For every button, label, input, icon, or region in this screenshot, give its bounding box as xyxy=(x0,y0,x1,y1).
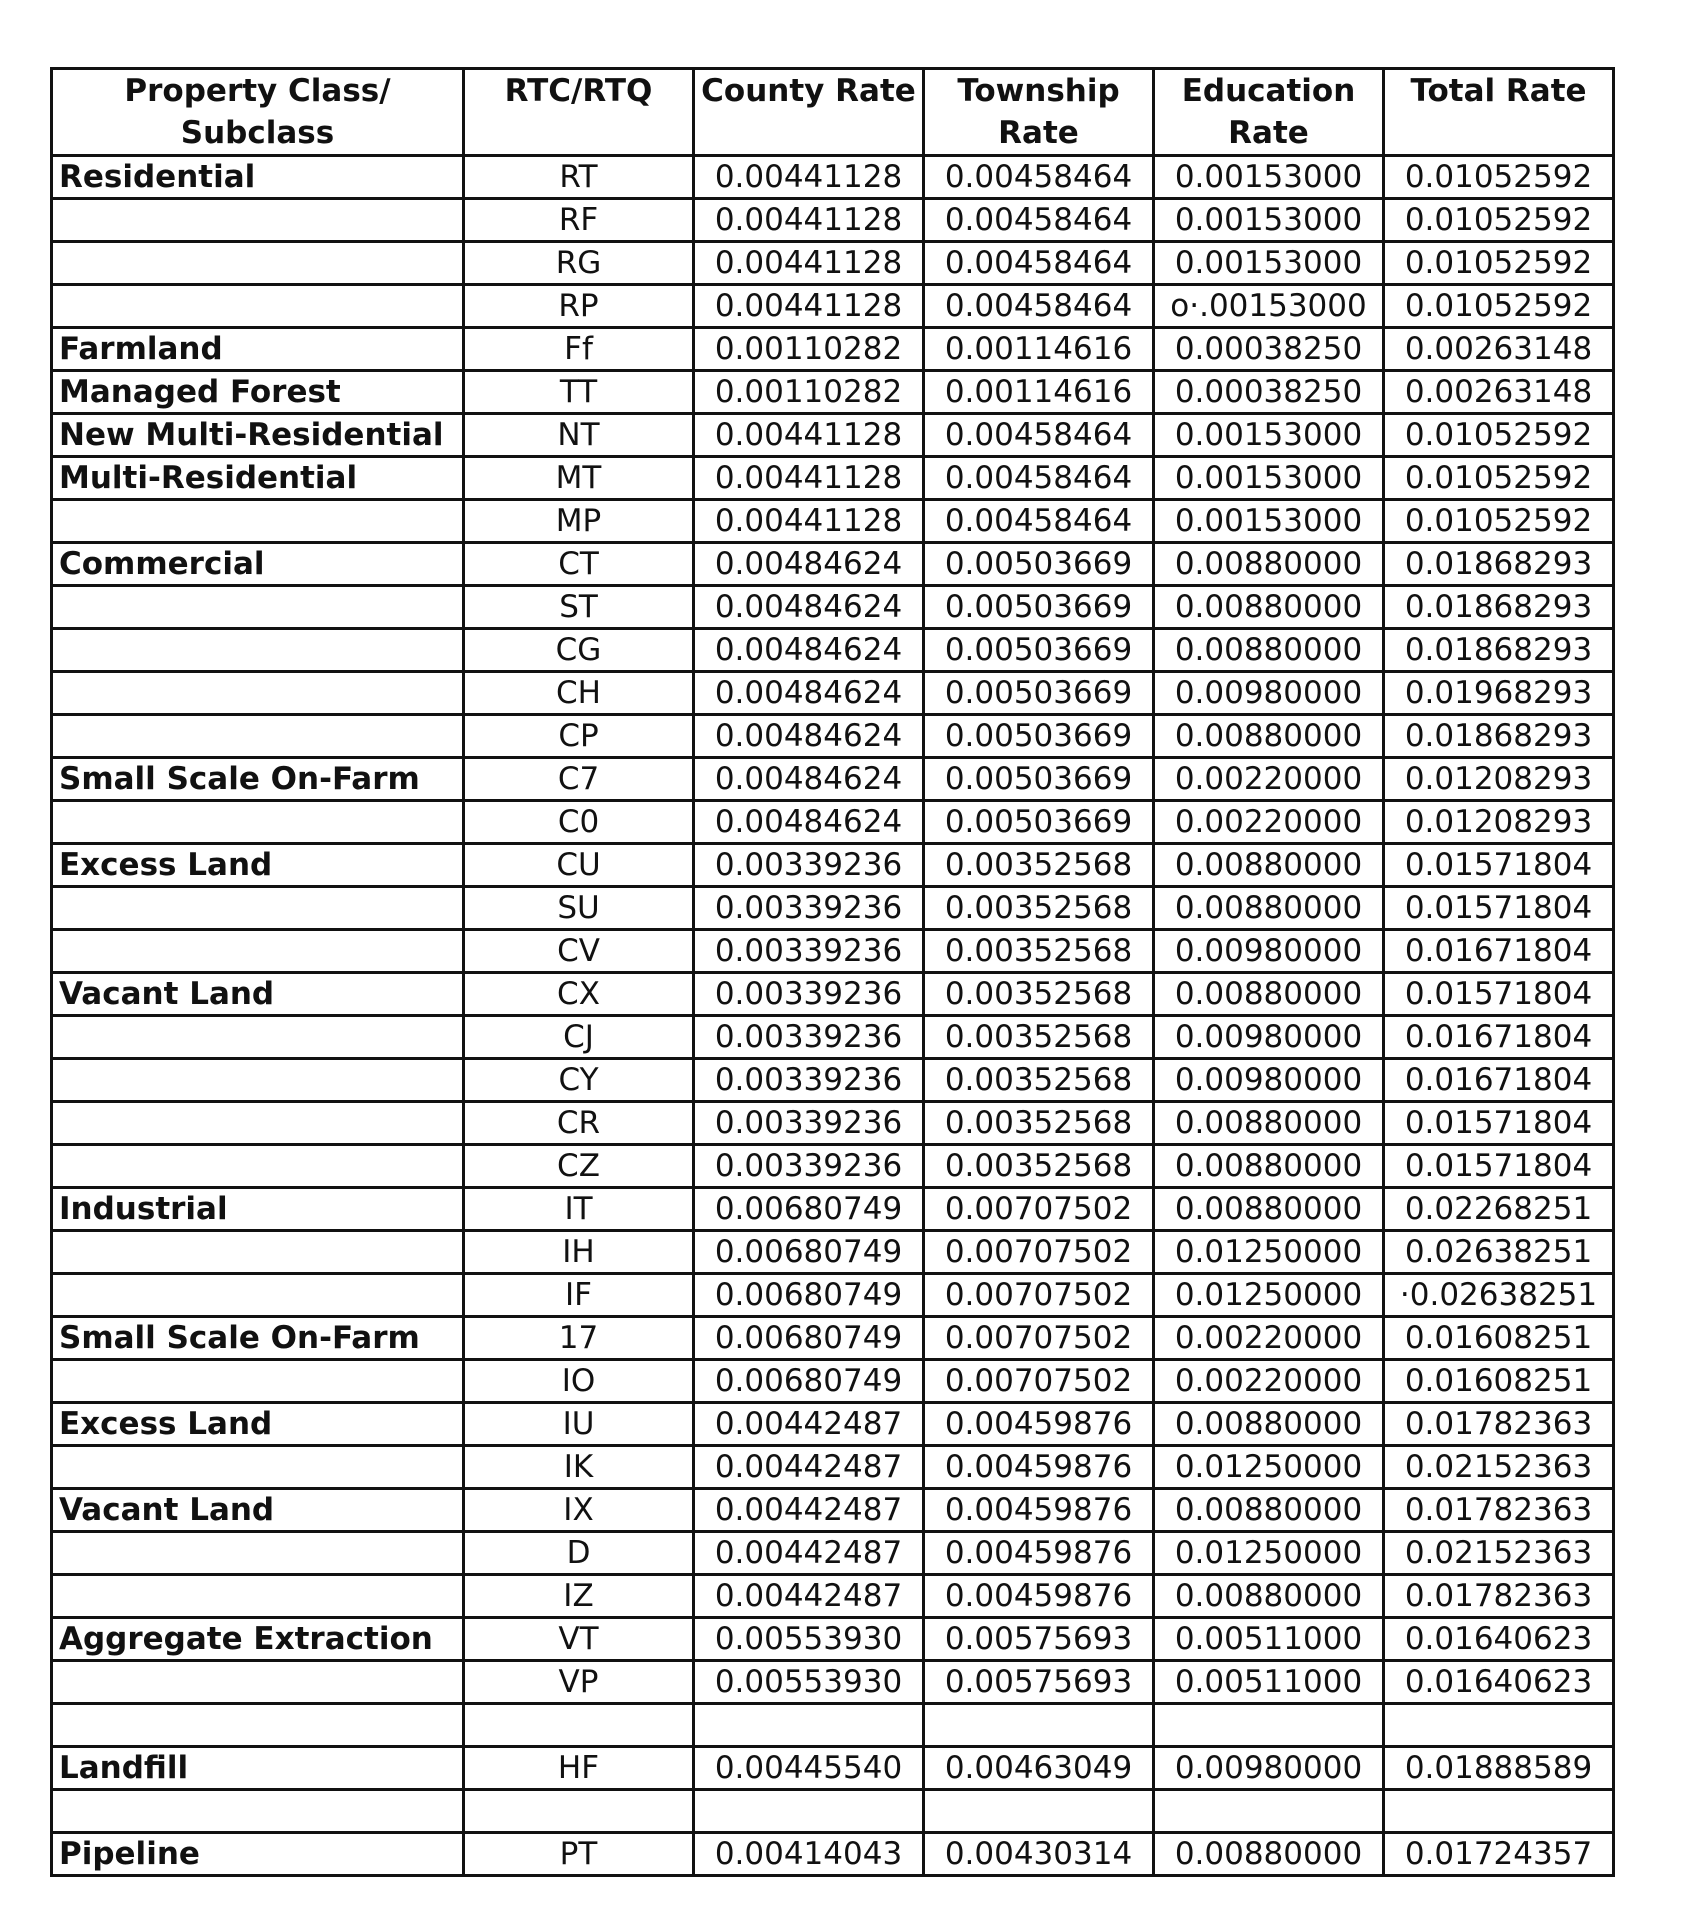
rtc-rtq-cell: CY xyxy=(464,1059,694,1102)
township-rate-cell: 0.00352568 xyxy=(924,844,1154,887)
education-rate-cell: 0.00880000 xyxy=(1154,1489,1384,1532)
total-rate-cell: 0.01868293 xyxy=(1384,586,1614,629)
education-rate-cell: 0.00880000 xyxy=(1154,887,1384,930)
township-rate-cell: 0.00458464 xyxy=(924,199,1154,242)
education-rate-cell: 0.00980000 xyxy=(1154,672,1384,715)
rtc-rtq-cell: VT xyxy=(464,1618,694,1661)
total-rate-cell: 0.01782363 xyxy=(1384,1489,1614,1532)
table-row xyxy=(52,1102,1614,1145)
county-rate-cell: 0.00339236 xyxy=(694,930,924,973)
rtc-rtq-cell: MT xyxy=(464,457,694,500)
rtc-rtq-cell: IF xyxy=(464,1274,694,1317)
table-row xyxy=(52,1059,1614,1102)
township-rate-cell: 0.00459876 xyxy=(924,1489,1154,1532)
township-rate-cell xyxy=(924,1704,1154,1747)
total-rate-cell: 0.01888589 xyxy=(1384,1747,1614,1790)
tax-rate-table xyxy=(50,67,1615,1877)
property-class-cell xyxy=(52,1016,464,1059)
education-rate-cell xyxy=(1154,1704,1384,1747)
total-rate-cell: 0.01208293 xyxy=(1384,758,1614,801)
total-rate-cell: 0.01671804 xyxy=(1384,930,1614,973)
total-rate-cell: 0.01608251 xyxy=(1384,1317,1614,1360)
property-class-cell: Vacant Land xyxy=(52,1489,464,1532)
rtc-rtq-cell xyxy=(464,1790,694,1833)
county-rate-cell xyxy=(694,1790,924,1833)
education-rate-cell: 0.00980000 xyxy=(1154,1747,1384,1790)
property-class-cell xyxy=(52,715,464,758)
table-row xyxy=(52,1747,1614,1790)
township-rate-cell: 0.00352568 xyxy=(924,1102,1154,1145)
township-rate-cell: 0.00352568 xyxy=(924,887,1154,930)
total-rate-cell: 0.02152363 xyxy=(1384,1446,1614,1489)
county-rate-cell: 0.00484624 xyxy=(694,586,924,629)
table-row xyxy=(52,1833,1614,1876)
table-row xyxy=(52,1360,1614,1403)
township-rate-cell: 0.00503669 xyxy=(924,672,1154,715)
township-rate-cell: 0.00458464 xyxy=(924,457,1154,500)
rtc-rtq-cell: IH xyxy=(464,1231,694,1274)
total-rate-cell: 0.01052592 xyxy=(1384,242,1614,285)
education-rate-cell: 0.00511000 xyxy=(1154,1618,1384,1661)
education-rate-cell: 0.00880000 xyxy=(1154,715,1384,758)
township-rate-cell: 0.00114616 xyxy=(924,371,1154,414)
total-rate-cell: 0.01671804 xyxy=(1384,1016,1614,1059)
total-rate-cell: 0.01868293 xyxy=(1384,543,1614,586)
township-rate-cell: 0.00707502 xyxy=(924,1274,1154,1317)
property-class-cell: Commercial xyxy=(52,543,464,586)
header-total-rate: Total Rate xyxy=(1384,69,1614,156)
township-rate-cell: 0.00503669 xyxy=(924,629,1154,672)
table-row xyxy=(52,285,1614,328)
education-rate-cell: 0.00880000 xyxy=(1154,1403,1384,1446)
table-row xyxy=(52,801,1614,844)
property-class-cell: New Multi-Residential xyxy=(52,414,464,457)
total-rate-cell: 0.01571804 xyxy=(1384,1102,1614,1145)
county-rate-cell: 0.00441128 xyxy=(694,156,924,199)
county-rate-cell: 0.00339236 xyxy=(694,1102,924,1145)
rtc-rtq-cell: SU xyxy=(464,887,694,930)
rtc-rtq-cell: CU xyxy=(464,844,694,887)
rtc-rtq-cell: 17 xyxy=(464,1317,694,1360)
table-row xyxy=(52,328,1614,371)
total-rate-cell: 0.01968293 xyxy=(1384,672,1614,715)
total-rate-cell: 0.01052592 xyxy=(1384,156,1614,199)
rtc-rtq-cell: CH xyxy=(464,672,694,715)
total-rate-cell xyxy=(1384,1704,1614,1747)
township-rate-cell: 0.00352568 xyxy=(924,1059,1154,1102)
table-row xyxy=(52,715,1614,758)
township-rate-cell: 0.00459876 xyxy=(924,1575,1154,1618)
property-class-cell xyxy=(52,1059,464,1102)
property-class-cell: Residential xyxy=(52,156,464,199)
rtc-rtq-cell: MP xyxy=(464,500,694,543)
table-row xyxy=(52,758,1614,801)
table-row xyxy=(52,1704,1614,1747)
education-rate-cell: 0.00038250 xyxy=(1154,328,1384,371)
county-rate-cell: 0.00441128 xyxy=(694,199,924,242)
table-row xyxy=(52,887,1614,930)
education-rate-cell: 0.00880000 xyxy=(1154,1575,1384,1618)
county-rate-cell: 0.00339236 xyxy=(694,844,924,887)
total-rate-cell: 0.01052592 xyxy=(1384,500,1614,543)
education-rate-cell: 0.00220000 xyxy=(1154,1317,1384,1360)
total-rate-cell: 0.01052592 xyxy=(1384,414,1614,457)
county-rate-cell: 0.00442487 xyxy=(694,1403,924,1446)
header-education-rate: Education Rate xyxy=(1154,69,1384,156)
rtc-rtq-cell: CX xyxy=(464,973,694,1016)
table-row xyxy=(52,1489,1614,1532)
county-rate-cell: 0.00414043 xyxy=(694,1833,924,1876)
property-class-cell xyxy=(52,1446,464,1489)
county-rate-cell: 0.00680749 xyxy=(694,1360,924,1403)
rtc-rtq-cell xyxy=(464,1704,694,1747)
education-rate-cell: 0.00880000 xyxy=(1154,629,1384,672)
total-rate-cell: 0.02152363 xyxy=(1384,1532,1614,1575)
education-rate-cell: 0.00220000 xyxy=(1154,801,1384,844)
township-rate-cell: 0.00352568 xyxy=(924,930,1154,973)
property-class-cell: Landfill xyxy=(52,1747,464,1790)
township-rate-cell: 0.00575693 xyxy=(924,1618,1154,1661)
township-rate-cell: 0.00503669 xyxy=(924,586,1154,629)
rtc-rtq-cell: CZ xyxy=(464,1145,694,1188)
table-row xyxy=(52,1274,1614,1317)
property-class-cell: Managed Forest xyxy=(52,371,464,414)
education-rate-cell: 0.00980000 xyxy=(1154,1059,1384,1102)
property-class-cell: Multi-Residential xyxy=(52,457,464,500)
table-row xyxy=(52,242,1614,285)
county-rate-cell: 0.00484624 xyxy=(694,543,924,586)
table-row xyxy=(52,629,1614,672)
county-rate-cell: 0.00110282 xyxy=(694,328,924,371)
property-class-cell: Industrial xyxy=(52,1188,464,1231)
county-rate-cell: 0.00442487 xyxy=(694,1489,924,1532)
table-row xyxy=(52,1016,1614,1059)
education-rate-cell: 0.00153000 xyxy=(1154,156,1384,199)
property-class-cell: Farmland xyxy=(52,328,464,371)
rtc-rtq-cell: CG xyxy=(464,629,694,672)
township-rate-cell: 0.00458464 xyxy=(924,242,1154,285)
county-rate-cell: 0.00339236 xyxy=(694,1059,924,1102)
table-row xyxy=(52,156,1614,199)
education-rate-cell: 0.00880000 xyxy=(1154,586,1384,629)
table-row xyxy=(52,930,1614,973)
table-row xyxy=(52,371,1614,414)
county-rate-cell: 0.00484624 xyxy=(694,629,924,672)
township-rate-cell: 0.00707502 xyxy=(924,1231,1154,1274)
education-rate-cell: 0.00153000 xyxy=(1154,242,1384,285)
property-class-cell xyxy=(52,586,464,629)
education-rate-cell: 0.00038250 xyxy=(1154,371,1384,414)
township-rate-cell: 0.00503669 xyxy=(924,543,1154,586)
header-township-rate: Township Rate xyxy=(924,69,1154,156)
county-rate-cell: 0.00680749 xyxy=(694,1274,924,1317)
table-row xyxy=(52,1575,1614,1618)
county-rate-cell: 0.00445540 xyxy=(694,1747,924,1790)
rtc-rtq-cell: IO xyxy=(464,1360,694,1403)
county-rate-cell: 0.00484624 xyxy=(694,672,924,715)
county-rate-cell: 0.00441128 xyxy=(694,457,924,500)
property-class-cell xyxy=(52,1360,464,1403)
property-class-cell xyxy=(52,1102,464,1145)
table-row xyxy=(52,1618,1614,1661)
table-row xyxy=(52,543,1614,586)
rtc-rtq-cell: IK xyxy=(464,1446,694,1489)
total-rate-cell: 0.01571804 xyxy=(1384,887,1614,930)
rtc-rtq-cell: C7 xyxy=(464,758,694,801)
township-rate-cell: 0.00459876 xyxy=(924,1446,1154,1489)
rtc-rtq-cell: D xyxy=(464,1532,694,1575)
table-row xyxy=(52,414,1614,457)
education-rate-cell xyxy=(1154,1790,1384,1833)
education-rate-cell: 0.01250000 xyxy=(1154,1274,1384,1317)
rtc-rtq-cell: RG xyxy=(464,242,694,285)
township-rate-cell: 0.00352568 xyxy=(924,1145,1154,1188)
education-rate-cell: o·.00153000 xyxy=(1154,285,1384,328)
total-rate-cell: 0.01608251 xyxy=(1384,1360,1614,1403)
table-row xyxy=(52,500,1614,543)
rtc-rtq-cell: ST xyxy=(464,586,694,629)
county-rate-cell: 0.00339236 xyxy=(694,973,924,1016)
property-class-cell xyxy=(52,1704,464,1747)
county-rate-cell xyxy=(694,1704,924,1747)
rtc-rtq-cell: CJ xyxy=(464,1016,694,1059)
county-rate-cell: 0.00680749 xyxy=(694,1231,924,1274)
county-rate-cell: 0.00441128 xyxy=(694,285,924,328)
township-rate-cell: 0.00503669 xyxy=(924,758,1154,801)
education-rate-cell: 0.00980000 xyxy=(1154,1016,1384,1059)
table-row xyxy=(52,457,1614,500)
township-rate-cell xyxy=(924,1790,1154,1833)
education-rate-cell: 0.00153000 xyxy=(1154,199,1384,242)
property-class-cell: Pipeline xyxy=(52,1833,464,1876)
county-rate-cell: 0.00339236 xyxy=(694,1145,924,1188)
county-rate-cell: 0.00484624 xyxy=(694,715,924,758)
township-rate-cell: 0.00459876 xyxy=(924,1532,1154,1575)
county-rate-cell: 0.00339236 xyxy=(694,887,924,930)
county-rate-cell: 0.00484624 xyxy=(694,801,924,844)
header-property-class: Property Class/ Subclass xyxy=(52,69,464,156)
table-row xyxy=(52,1188,1614,1231)
county-rate-cell: 0.00110282 xyxy=(694,371,924,414)
rtc-rtq-cell: IX xyxy=(464,1489,694,1532)
rtc-rtq-cell: RF xyxy=(464,199,694,242)
township-rate-cell: 0.00114616 xyxy=(924,328,1154,371)
total-rate-cell: 0.01671804 xyxy=(1384,1059,1614,1102)
total-rate-cell: 0.01052592 xyxy=(1384,457,1614,500)
education-rate-cell: 0.00220000 xyxy=(1154,758,1384,801)
township-rate-cell: 0.00458464 xyxy=(924,414,1154,457)
table-row xyxy=(52,973,1614,1016)
table-row xyxy=(52,1532,1614,1575)
total-rate-cell: 0.01640623 xyxy=(1384,1618,1614,1661)
township-rate-cell: 0.00458464 xyxy=(924,285,1154,328)
property-class-cell xyxy=(52,1575,464,1618)
county-rate-cell: 0.00339236 xyxy=(694,1016,924,1059)
rtc-rtq-cell: RT xyxy=(464,156,694,199)
rtc-rtq-cell: VP xyxy=(464,1661,694,1704)
table-body xyxy=(52,156,1614,1876)
header-rtc-rtq: RTC/RTQ xyxy=(464,69,694,156)
total-rate-cell: 0.00263148 xyxy=(1384,371,1614,414)
rtc-rtq-cell: CP xyxy=(464,715,694,758)
property-class-cell xyxy=(52,199,464,242)
total-rate-cell: 0.01571804 xyxy=(1384,1145,1614,1188)
table-row xyxy=(52,844,1614,887)
county-rate-cell: 0.00484624 xyxy=(694,758,924,801)
township-rate-cell: 0.00707502 xyxy=(924,1188,1154,1231)
total-rate-cell: 0.00263148 xyxy=(1384,328,1614,371)
total-rate-cell: 0.01052592 xyxy=(1384,199,1614,242)
table-row xyxy=(52,1317,1614,1360)
property-class-cell xyxy=(52,887,464,930)
education-rate-cell: 0.01250000 xyxy=(1154,1231,1384,1274)
property-class-cell: Vacant Land xyxy=(52,973,464,1016)
county-rate-cell: 0.00441128 xyxy=(694,500,924,543)
total-rate-cell: 0.01868293 xyxy=(1384,715,1614,758)
table-row xyxy=(52,1446,1614,1489)
property-class-cell xyxy=(52,672,464,715)
rtc-rtq-cell: C0 xyxy=(464,801,694,844)
total-rate-cell: 0.02638251 xyxy=(1384,1231,1614,1274)
table-row xyxy=(52,1661,1614,1704)
township-rate-cell: 0.00575693 xyxy=(924,1661,1154,1704)
property-class-cell: Aggregate Extraction xyxy=(52,1618,464,1661)
rtc-rtq-cell: CT xyxy=(464,543,694,586)
table-row xyxy=(52,586,1614,629)
table-row xyxy=(52,1790,1614,1833)
header-county-rate: County Rate xyxy=(694,69,924,156)
rtc-rtq-cell: IU xyxy=(464,1403,694,1446)
table-row xyxy=(52,199,1614,242)
property-class-cell xyxy=(52,285,464,328)
property-class-cell xyxy=(52,1790,464,1833)
county-rate-cell: 0.00441128 xyxy=(694,242,924,285)
rtc-rtq-cell: IT xyxy=(464,1188,694,1231)
property-class-cell xyxy=(52,930,464,973)
township-rate-cell: 0.00503669 xyxy=(924,715,1154,758)
township-rate-cell: 0.00458464 xyxy=(924,500,1154,543)
total-rate-cell: 0.01640623 xyxy=(1384,1661,1614,1704)
township-rate-cell: 0.00430314 xyxy=(924,1833,1154,1876)
township-rate-cell: 0.00707502 xyxy=(924,1317,1154,1360)
county-rate-cell: 0.00680749 xyxy=(694,1317,924,1360)
property-class-cell xyxy=(52,1231,464,1274)
total-rate-cell: 0.01782363 xyxy=(1384,1575,1614,1618)
property-class-cell: Small Scale On-Farm xyxy=(52,758,464,801)
rtc-rtq-cell: RP xyxy=(464,285,694,328)
education-rate-cell: 0.00153000 xyxy=(1154,500,1384,543)
education-rate-cell: 0.00880000 xyxy=(1154,973,1384,1016)
education-rate-cell: 0.00880000 xyxy=(1154,1833,1384,1876)
education-rate-cell: 0.00880000 xyxy=(1154,1102,1384,1145)
property-class-cell xyxy=(52,1532,464,1575)
education-rate-cell: 0.00880000 xyxy=(1154,1188,1384,1231)
education-rate-cell: 0.00220000 xyxy=(1154,1360,1384,1403)
education-rate-cell: 0.00880000 xyxy=(1154,543,1384,586)
township-rate-cell: 0.00352568 xyxy=(924,973,1154,1016)
township-rate-cell: 0.00707502 xyxy=(924,1360,1154,1403)
property-class-cell xyxy=(52,1661,464,1704)
property-class-cell: Small Scale On-Farm xyxy=(52,1317,464,1360)
county-rate-cell: 0.00442487 xyxy=(694,1575,924,1618)
header-row xyxy=(52,69,1614,156)
rtc-rtq-cell: PT xyxy=(464,1833,694,1876)
total-rate-cell: ·0.02638251 xyxy=(1384,1274,1614,1317)
property-class-cell xyxy=(52,1145,464,1188)
total-rate-cell: 0.01782363 xyxy=(1384,1403,1614,1446)
education-rate-cell: 0.00511000 xyxy=(1154,1661,1384,1704)
education-rate-cell: 0.00980000 xyxy=(1154,930,1384,973)
education-rate-cell: 0.00153000 xyxy=(1154,414,1384,457)
education-rate-cell: 0.00880000 xyxy=(1154,1145,1384,1188)
property-class-cell xyxy=(52,801,464,844)
total-rate-cell: 0.01571804 xyxy=(1384,973,1614,1016)
rtc-rtq-cell: CV xyxy=(464,930,694,973)
total-rate-cell: 0.01052592 xyxy=(1384,285,1614,328)
county-rate-cell: 0.00441128 xyxy=(694,414,924,457)
education-rate-cell: 0.01250000 xyxy=(1154,1446,1384,1489)
property-class-cell: Excess Land xyxy=(52,844,464,887)
table-row xyxy=(52,1403,1614,1446)
total-rate-cell: 0.02268251 xyxy=(1384,1188,1614,1231)
county-rate-cell: 0.00442487 xyxy=(694,1532,924,1575)
rtc-rtq-cell: TT xyxy=(464,371,694,414)
total-rate-cell xyxy=(1384,1790,1614,1833)
table-row xyxy=(52,1231,1614,1274)
township-rate-cell: 0.00503669 xyxy=(924,801,1154,844)
total-rate-cell: 0.01724357 xyxy=(1384,1833,1614,1876)
property-class-cell: Excess Land xyxy=(52,1403,464,1446)
township-rate-cell: 0.00458464 xyxy=(924,156,1154,199)
county-rate-cell: 0.00680749 xyxy=(694,1188,924,1231)
township-rate-cell: 0.00463049 xyxy=(924,1747,1154,1790)
total-rate-cell: 0.01571804 xyxy=(1384,844,1614,887)
rtc-rtq-cell: CR xyxy=(464,1102,694,1145)
property-class-cell xyxy=(52,1274,464,1317)
county-rate-cell: 0.00553930 xyxy=(694,1618,924,1661)
table-row xyxy=(52,1145,1614,1188)
township-rate-cell: 0.00459876 xyxy=(924,1403,1154,1446)
rtc-rtq-cell: HF xyxy=(464,1747,694,1790)
total-rate-cell: 0.01208293 xyxy=(1384,801,1614,844)
table-row xyxy=(52,672,1614,715)
total-rate-cell: 0.01868293 xyxy=(1384,629,1614,672)
property-class-cell xyxy=(52,629,464,672)
rtc-rtq-cell: IZ xyxy=(464,1575,694,1618)
education-rate-cell: 0.01250000 xyxy=(1154,1532,1384,1575)
rtc-rtq-cell: Ff xyxy=(464,328,694,371)
county-rate-cell: 0.00553930 xyxy=(694,1661,924,1704)
education-rate-cell: 0.00880000 xyxy=(1154,844,1384,887)
property-class-cell xyxy=(52,242,464,285)
property-class-cell xyxy=(52,500,464,543)
county-rate-cell: 0.00442487 xyxy=(694,1446,924,1489)
education-rate-cell: 0.00153000 xyxy=(1154,457,1384,500)
rtc-rtq-cell: NT xyxy=(464,414,694,457)
township-rate-cell: 0.00352568 xyxy=(924,1016,1154,1059)
